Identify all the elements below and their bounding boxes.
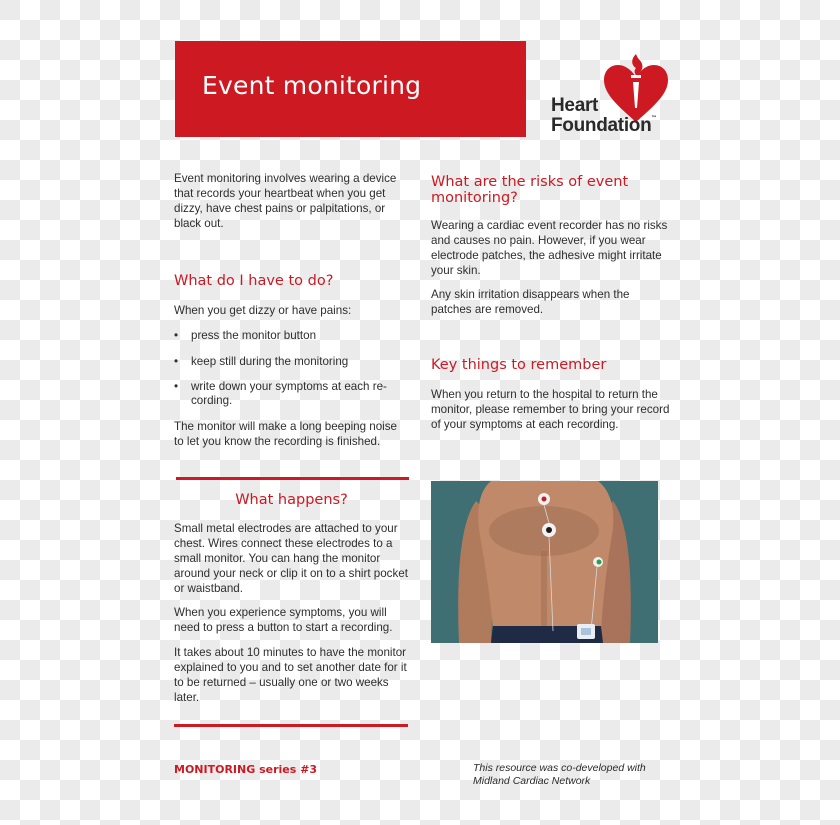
bullet-text: press the monitor button [191, 329, 317, 342]
what-do-i-do-lead: When you get dizzy or have pains: [174, 304, 352, 317]
bullet-icon: • [174, 355, 179, 368]
what-do-i-do-closing: The monitor will make a long beeping noise to let you know the recording is finished. [174, 420, 397, 448]
section-divider [176, 477, 409, 480]
bullet-text-line2: cording. [191, 394, 233, 407]
credit-line-2: Midland Cardiac Network [473, 775, 591, 787]
credit-line-1: This resource was co-developed with [473, 762, 646, 774]
bullet-text: keep still during the monitoring [191, 355, 349, 368]
risks-paragraph-2: Any skin irritation disappears when the patches are removed. [431, 288, 630, 316]
risks-paragraph-1: Wearing a cardiac event recorder has no risks and causes no pain. However, if you wear electrode patches, the adhesive might irritate your skin. [431, 219, 668, 277]
heading-risks: What are the risks of event monitoring? [431, 174, 629, 206]
heading-key-things: Key things to remember [431, 357, 607, 373]
bullet-icon: • [174, 380, 179, 393]
what-happens-paragraph-1: Small metal electrodes are attached to your chest. Wires connect these electrodes to a small monitor. You can hang the monitor around your neck or clip it on to a shirt pocket or waistband. [174, 522, 408, 595]
footer-divider [174, 724, 408, 727]
patient-chest-photo [431, 481, 658, 643]
logo-text-foundation-word: Foundation [551, 115, 652, 136]
heading-what-happens: What happens? [235, 492, 348, 508]
what-happens-paragraph-3: It takes about 10 minutes to have the monitor explained to you and to set another date for it to be returned – usually one or two weeks later. [174, 646, 407, 704]
page-title: Event monitoring [202, 71, 422, 100]
trademark-symbol: ™ [651, 115, 657, 121]
credit-note [473, 762, 646, 788]
title-banner [175, 41, 526, 137]
heading-what-do-i-do: What do I have to do? [174, 273, 334, 289]
logo-text-heart: Heart [551, 95, 599, 116]
torso-illustration [431, 481, 658, 643]
bullet-icon: • [174, 329, 179, 342]
heart-foundation-logo [548, 50, 668, 140]
key-things-paragraph: When you return to the hospital to return the monitor, please remember to bring your record of your symptoms at each recording. [431, 388, 670, 431]
bullet-text-line1: write down your symptoms at each re- [191, 380, 387, 393]
intro-paragraph: Event monitoring involves wearing a device that records your heartbeat when you get dizzy, have chest pains or palpitations, or black out. [174, 172, 397, 230]
logo-text-foundation [551, 115, 656, 137]
what-happens-paragraph-2: When you experience symptoms, you will need to press a button to start a recording. [174, 606, 393, 634]
series-label: MONITORING series #3 [174, 763, 317, 776]
